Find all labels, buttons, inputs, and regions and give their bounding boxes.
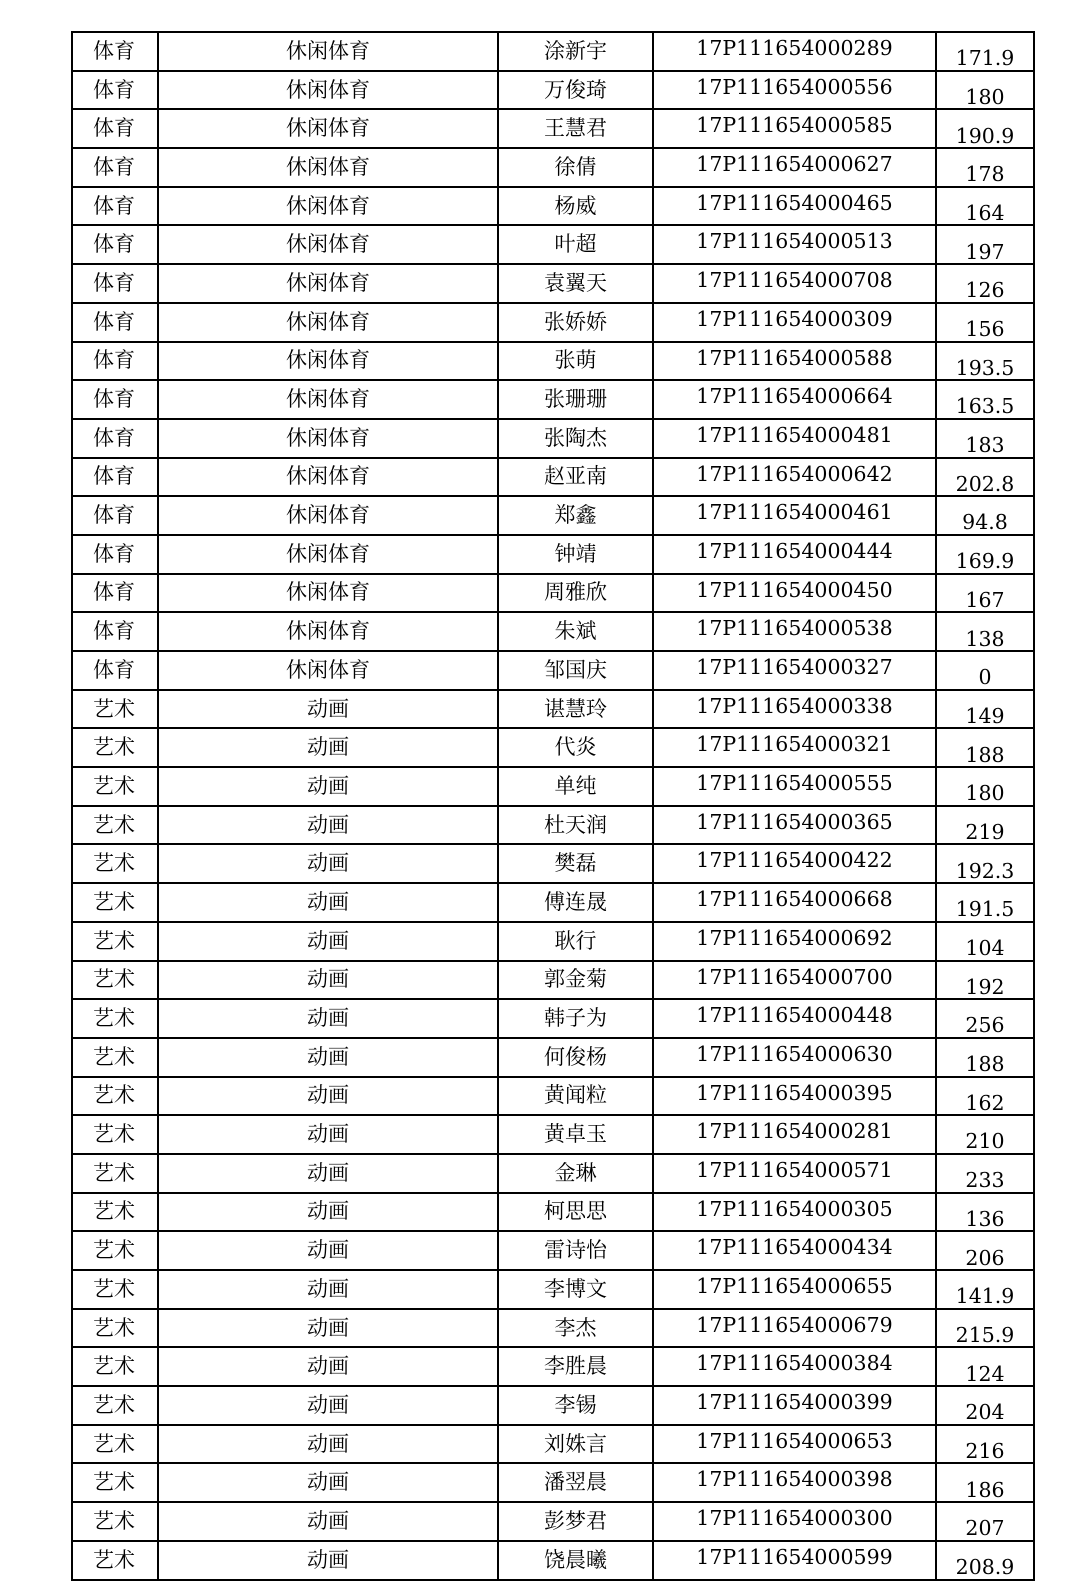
category-cell: 体育	[72, 496, 158, 535]
table-row	[72, 1502, 1034, 1541]
exam-id-cell: 17P111654000444	[653, 535, 936, 574]
major-cell: 休闲体育	[158, 148, 498, 187]
exam-id-cell: 17P111654000281	[653, 1115, 936, 1154]
exam-id-cell: 17P111654000653	[653, 1425, 936, 1464]
table-row	[72, 419, 1034, 458]
category-cell: 体育	[72, 187, 158, 226]
table-row	[72, 225, 1034, 264]
major-cell: 休闲体育	[158, 225, 498, 264]
student-name-cell: 耿行	[498, 922, 653, 961]
category-cell: 体育	[72, 419, 158, 458]
student-name-cell: 代炎	[498, 728, 653, 767]
exam-id-cell: 17P111654000465	[653, 187, 936, 226]
score-cell: 94.8	[936, 496, 1034, 535]
score-cell: 216	[936, 1425, 1034, 1464]
score-cell: 192	[936, 961, 1034, 1000]
exam-id-cell: 17P111654000655	[653, 1270, 936, 1309]
score-cell: 206	[936, 1231, 1034, 1270]
category-cell: 体育	[72, 651, 158, 690]
exam-id-cell: 17P111654000395	[653, 1077, 936, 1116]
category-cell: 体育	[72, 148, 158, 187]
exam-id-cell: 17P111654000309	[653, 303, 936, 342]
table-row	[72, 1115, 1034, 1154]
table-row	[72, 1541, 1034, 1580]
exam-id-cell: 17P111654000627	[653, 148, 936, 187]
category-cell: 体育	[72, 458, 158, 497]
category-cell: 艺术	[72, 1115, 158, 1154]
major-cell: 休闲体育	[158, 419, 498, 458]
category-cell: 艺术	[72, 1463, 158, 1502]
category-cell: 艺术	[72, 767, 158, 806]
category-cell: 体育	[72, 32, 158, 71]
student-name-cell: 万俊琦	[498, 71, 653, 110]
exam-id-cell: 17P111654000708	[653, 264, 936, 303]
major-cell: 动画	[158, 961, 498, 1000]
exam-id-cell: 17P111654000305	[653, 1193, 936, 1232]
exam-id-cell: 17P111654000513	[653, 225, 936, 264]
score-cell: 156	[936, 303, 1034, 342]
major-cell: 休闲体育	[158, 574, 498, 613]
table-row	[72, 32, 1034, 71]
score-cell: 0	[936, 651, 1034, 690]
exam-id-cell: 17P111654000481	[653, 419, 936, 458]
score-cell: 183	[936, 419, 1034, 458]
major-cell: 动画	[158, 844, 498, 883]
table-row	[72, 961, 1034, 1000]
category-cell: 体育	[72, 225, 158, 264]
table-row	[72, 922, 1034, 961]
student-name-cell: 傅连晟	[498, 883, 653, 922]
table-row	[72, 303, 1034, 342]
score-cell: 202.8	[936, 458, 1034, 497]
major-cell: 休闲体育	[158, 496, 498, 535]
table-row	[72, 767, 1034, 806]
student-name-cell: 钟靖	[498, 535, 653, 574]
category-cell: 体育	[72, 303, 158, 342]
student-name-cell: 彭梦君	[498, 1502, 653, 1541]
table-row	[72, 380, 1034, 419]
exam-id-cell: 17P111654000300	[653, 1502, 936, 1541]
table-row	[72, 1231, 1034, 1270]
major-cell: 休闲体育	[158, 612, 498, 651]
category-cell: 艺术	[72, 1077, 158, 1116]
exam-id-cell: 17P111654000679	[653, 1309, 936, 1348]
exam-id-cell: 17P111654000571	[653, 1154, 936, 1193]
score-cell: 141.9	[936, 1270, 1034, 1309]
category-cell: 艺术	[72, 961, 158, 1000]
major-cell: 休闲体育	[158, 303, 498, 342]
category-cell: 艺术	[72, 1502, 158, 1541]
student-name-cell: 张萌	[498, 342, 653, 381]
exam-id-cell: 17P111654000585	[653, 109, 936, 148]
score-cell: 188	[936, 1038, 1034, 1077]
major-cell: 动画	[158, 1154, 498, 1193]
score-table	[71, 31, 1035, 1581]
table-row	[72, 806, 1034, 845]
category-cell: 艺术	[72, 1270, 158, 1309]
table-row	[72, 71, 1034, 110]
category-cell: 艺术	[72, 999, 158, 1038]
major-cell: 动画	[158, 999, 498, 1038]
major-cell: 休闲体育	[158, 651, 498, 690]
major-cell: 动画	[158, 806, 498, 845]
student-name-cell: 潘翌晨	[498, 1463, 653, 1502]
score-cell: 208.9	[936, 1541, 1034, 1580]
student-name-cell: 张娇娇	[498, 303, 653, 342]
score-cell: 162	[936, 1077, 1034, 1116]
exam-id-cell: 17P111654000365	[653, 806, 936, 845]
exam-id-cell: 17P111654000630	[653, 1038, 936, 1077]
major-cell: 休闲体育	[158, 71, 498, 110]
table-row	[72, 1463, 1034, 1502]
category-cell: 艺术	[72, 1425, 158, 1464]
score-cell: 192.3	[936, 844, 1034, 883]
major-cell: 动画	[158, 767, 498, 806]
exam-id-cell: 17P111654000556	[653, 71, 936, 110]
table-row	[72, 1154, 1034, 1193]
table-row	[72, 574, 1034, 613]
table-row	[72, 651, 1034, 690]
table-row	[72, 535, 1034, 574]
table-row	[72, 264, 1034, 303]
student-name-cell: 李博文	[498, 1270, 653, 1309]
score-cell: 233	[936, 1154, 1034, 1193]
exam-id-cell: 17P111654000664	[653, 380, 936, 419]
exam-id-cell: 17P111654000692	[653, 922, 936, 961]
exam-id-cell: 17P111654000321	[653, 728, 936, 767]
major-cell: 动画	[158, 1115, 498, 1154]
student-name-cell: 涂新宇	[498, 32, 653, 71]
exam-id-cell: 17P111654000450	[653, 574, 936, 613]
exam-id-cell: 17P111654000668	[653, 883, 936, 922]
student-name-cell: 徐倩	[498, 148, 653, 187]
student-name-cell: 黄卓玉	[498, 1115, 653, 1154]
student-name-cell: 杨威	[498, 187, 653, 226]
table-row	[72, 1386, 1034, 1425]
student-name-cell: 何俊杨	[498, 1038, 653, 1077]
category-cell: 艺术	[72, 883, 158, 922]
score-cell: 171.9	[936, 32, 1034, 71]
major-cell: 动画	[158, 922, 498, 961]
table-row	[72, 148, 1034, 187]
student-name-cell: 邹国庆	[498, 651, 653, 690]
score-cell: 167	[936, 574, 1034, 613]
student-name-cell: 王慧君	[498, 109, 653, 148]
student-name-cell: 赵亚南	[498, 458, 653, 497]
score-cell: 186	[936, 1463, 1034, 1502]
student-name-cell: 李杰	[498, 1309, 653, 1348]
score-cell: 126	[936, 264, 1034, 303]
student-name-cell: 金琳	[498, 1154, 653, 1193]
student-name-cell: 黄闻粒	[498, 1077, 653, 1116]
major-cell: 休闲体育	[158, 187, 498, 226]
score-cell: 169.9	[936, 535, 1034, 574]
category-cell: 艺术	[72, 1386, 158, 1425]
exam-id-cell: 17P111654000448	[653, 999, 936, 1038]
table-row	[72, 728, 1034, 767]
student-name-cell: 樊磊	[498, 844, 653, 883]
major-cell: 休闲体育	[158, 264, 498, 303]
exam-id-cell: 17P111654000422	[653, 844, 936, 883]
student-name-cell: 张珊珊	[498, 380, 653, 419]
score-cell: 204	[936, 1386, 1034, 1425]
major-cell: 动画	[158, 1038, 498, 1077]
exam-id-cell: 17P111654000588	[653, 342, 936, 381]
table-row	[72, 496, 1034, 535]
score-cell: 193.5	[936, 342, 1034, 381]
table-row	[72, 342, 1034, 381]
student-name-cell: 雷诗怡	[498, 1231, 653, 1270]
category-cell: 艺术	[72, 1193, 158, 1232]
score-cell: 191.5	[936, 883, 1034, 922]
major-cell: 休闲体育	[158, 342, 498, 381]
table-row	[72, 1270, 1034, 1309]
major-cell: 休闲体育	[158, 380, 498, 419]
table-row	[72, 187, 1034, 226]
exam-id-cell: 17P111654000384	[653, 1347, 936, 1386]
table-row	[72, 690, 1034, 729]
exam-id-cell: 17P111654000398	[653, 1463, 936, 1502]
table-row	[72, 1309, 1034, 1348]
student-name-cell: 周雅欣	[498, 574, 653, 613]
score-cell: 190.9	[936, 109, 1034, 148]
table-row	[72, 109, 1034, 148]
exam-id-cell: 17P111654000700	[653, 961, 936, 1000]
major-cell: 动画	[158, 690, 498, 729]
category-cell: 体育	[72, 264, 158, 303]
table-row	[72, 1347, 1034, 1386]
score-cell: 256	[936, 999, 1034, 1038]
score-cell: 124	[936, 1347, 1034, 1386]
exam-id-cell: 17P111654000399	[653, 1386, 936, 1425]
score-cell: 188	[936, 728, 1034, 767]
category-cell: 体育	[72, 612, 158, 651]
score-cell: 104	[936, 922, 1034, 961]
score-cell: 197	[936, 225, 1034, 264]
score-cell: 180	[936, 767, 1034, 806]
category-cell: 体育	[72, 574, 158, 613]
score-cell: 178	[936, 148, 1034, 187]
exam-id-cell: 17P111654000327	[653, 651, 936, 690]
score-cell: 149	[936, 690, 1034, 729]
student-name-cell: 刘姝言	[498, 1425, 653, 1464]
score-cell: 180	[936, 71, 1034, 110]
table-row	[72, 1425, 1034, 1464]
table-body	[72, 32, 1034, 1580]
major-cell: 动画	[158, 1270, 498, 1309]
student-name-cell: 柯思思	[498, 1193, 653, 1232]
score-cell: 136	[936, 1193, 1034, 1232]
major-cell: 休闲体育	[158, 32, 498, 71]
exam-id-cell: 17P111654000461	[653, 496, 936, 535]
student-name-cell: 谌慧玲	[498, 690, 653, 729]
exam-id-cell: 17P111654000434	[653, 1231, 936, 1270]
category-cell: 艺术	[72, 806, 158, 845]
major-cell: 休闲体育	[158, 458, 498, 497]
major-cell: 休闲体育	[158, 109, 498, 148]
category-cell: 艺术	[72, 1038, 158, 1077]
exam-id-cell: 17P111654000599	[653, 1541, 936, 1580]
score-cell: 210	[936, 1115, 1034, 1154]
major-cell: 动画	[158, 883, 498, 922]
score-cell: 207	[936, 1502, 1034, 1541]
student-name-cell: 叶超	[498, 225, 653, 264]
category-cell: 艺术	[72, 728, 158, 767]
student-name-cell: 李锡	[498, 1386, 653, 1425]
student-name-cell: 饶晨曦	[498, 1541, 653, 1580]
table-row	[72, 1193, 1034, 1232]
major-cell: 动画	[158, 728, 498, 767]
major-cell: 动画	[158, 1463, 498, 1502]
table-row	[72, 844, 1034, 883]
category-cell: 艺术	[72, 1541, 158, 1580]
major-cell: 动画	[158, 1193, 498, 1232]
student-name-cell: 朱斌	[498, 612, 653, 651]
student-name-cell: 郭金菊	[498, 961, 653, 1000]
exam-id-cell: 17P111654000555	[653, 767, 936, 806]
student-name-cell: 韩子为	[498, 999, 653, 1038]
category-cell: 艺术	[72, 690, 158, 729]
student-name-cell: 单纯	[498, 767, 653, 806]
major-cell: 休闲体育	[158, 535, 498, 574]
category-cell: 体育	[72, 71, 158, 110]
score-cell: 138	[936, 612, 1034, 651]
category-cell: 体育	[72, 380, 158, 419]
table-row	[72, 458, 1034, 497]
category-cell: 艺术	[72, 1309, 158, 1348]
major-cell: 动画	[158, 1502, 498, 1541]
major-cell: 动画	[158, 1425, 498, 1464]
score-cell: 219	[936, 806, 1034, 845]
category-cell: 体育	[72, 535, 158, 574]
table-row	[72, 883, 1034, 922]
student-name-cell: 李胜晨	[498, 1347, 653, 1386]
student-name-cell: 袁翼天	[498, 264, 653, 303]
category-cell: 艺术	[72, 922, 158, 961]
score-cell: 215.9	[936, 1309, 1034, 1348]
table-row	[72, 1038, 1034, 1077]
major-cell: 动画	[158, 1541, 498, 1580]
category-cell: 体育	[72, 109, 158, 148]
major-cell: 动画	[158, 1077, 498, 1116]
table-row	[72, 999, 1034, 1038]
score-cell: 164	[936, 187, 1034, 226]
category-cell: 体育	[72, 342, 158, 381]
table-row	[72, 1077, 1034, 1116]
category-cell: 艺术	[72, 1231, 158, 1270]
student-name-cell: 杜天润	[498, 806, 653, 845]
major-cell: 动画	[158, 1309, 498, 1348]
major-cell: 动画	[158, 1386, 498, 1425]
exam-id-cell: 17P111654000338	[653, 690, 936, 729]
exam-id-cell: 17P111654000642	[653, 458, 936, 497]
student-name-cell: 郑鑫	[498, 496, 653, 535]
category-cell: 艺术	[72, 844, 158, 883]
score-cell: 163.5	[936, 380, 1034, 419]
exam-id-cell: 17P111654000538	[653, 612, 936, 651]
category-cell: 艺术	[72, 1154, 158, 1193]
major-cell: 动画	[158, 1231, 498, 1270]
student-name-cell: 张陶杰	[498, 419, 653, 458]
table-row	[72, 612, 1034, 651]
category-cell: 艺术	[72, 1347, 158, 1386]
major-cell: 动画	[158, 1347, 498, 1386]
exam-id-cell: 17P111654000289	[653, 32, 936, 71]
